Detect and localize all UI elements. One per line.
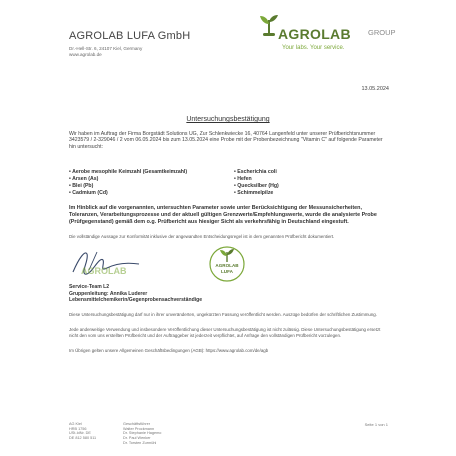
signature-agrolab-logo: AGROLAB <box>81 266 127 276</box>
document-date: 13.05.2024 <box>361 86 389 92</box>
signature-block <box>69 284 202 304</box>
list-item: • Hefen <box>234 176 252 182</box>
document-title: Untersuchungsbestätigung <box>186 116 270 123</box>
list-item: • Quecksilber (Hg) <box>234 183 279 189</box>
group-lead: Gruppenleitung: Annika Luderer <box>69 290 148 297</box>
logo-tagline: Your labs. Your service. <box>282 45 345 51</box>
company-name: AGROLAB LUFA GmbH <box>69 30 191 42</box>
conclusion-paragraph: Im Hinblick auf die vorgenannten, untersuchten Parameter sowie unter Berücksichtigung der Messunsicherheiten, Toleranzen, Verarbeitungsprozesse und der aktuell gültigen Grenzwerte/Empfehlungswerte, wurde die analysierte Probe (Prüfgegenstand) gemäß dem o.g. Prüfbericht aus hiesiger Sicht als verkehrsfähig in Deutschland eingestuft. <box>69 205 377 225</box>
intro-paragraph: Wir haben im Auftrag der Firma Borgstädt Solutions UG, Zur Schlenkwiecke 16, 40764 Langenfeld unter unserer Prüfberichtsnummer 3423579 / 2-329046 / 2 vom 06.05.2024 bis zum 13.05.2024 eine Probe mit der Probenbezeichnung "Vitamin C" auf folgende Parameter hin untersucht: <box>69 131 383 150</box>
logo-name: AGROLAB <box>278 26 351 42</box>
page-number: Seite 1 von 1 <box>364 422 388 427</box>
list-item: • Aerobe mesophile Keimzahl (Gesamtkeimzahl) <box>69 169 188 175</box>
list-item: • Schimmelpilze <box>234 190 274 196</box>
lead-role: Lebensmittelchemikerin/Gegenprobensachverständige <box>69 297 203 304</box>
signature-logo-area <box>69 244 151 282</box>
note-usage: Jede anderweitige Verwendung und insbesondere Veröffentlichung dieser Untersuchungsbestätigung ist nicht zulässig. Diese Untersuchungsbestätigung ersetzt nicht den vom uns erstellten Prüfbericht und der Auftraggeber ist jederzeit verpflichtet, auf Anfrage den vollständigen Prüfbericht vorzulegen. <box>69 327 381 338</box>
parameter-column-right <box>234 169 279 197</box>
list-item: • Cadmium (Cd) <box>69 190 108 196</box>
agrolab-lufa-stamp <box>208 244 246 284</box>
footer-registration: AG Kiel HRB 1756 USt-IdNr. DE DE 812 580 511 <box>69 422 97 441</box>
note-terms: Im Übrigen gelten unsere Allgemeinen Geschäftsbedingungen (AGB): https://www.agrolab.com/de/agb <box>69 348 269 353</box>
company-website: www.agrolab.de <box>69 52 102 57</box>
logo-group: GROUP <box>368 28 396 37</box>
service-team: Service-Team L2 <box>69 284 110 290</box>
parameter-column-left <box>69 169 187 197</box>
list-item: • Arsen (As) <box>69 176 99 182</box>
conformity-note: Die vollständige Aussage zur Konformität inklusive der angewandten Entscheidungsregel ist in dem genannten Prüfbericht dokumentiert. <box>69 234 335 239</box>
handwritten-signature <box>69 244 151 282</box>
note-publication: Diese Untersuchungsbestätigung darf nur in ihrer unveränderten, ungekürzten Fassung veröffentlicht werden. Auszüge bedürfen der schriftlichen Zustimmung. <box>69 312 377 317</box>
agrolab-group-logo <box>256 14 396 56</box>
list-item: • Blei (Pb) <box>69 183 94 189</box>
company-address: Dr.-Hell-Str. 6, 24107 Kiel, Germany <box>69 46 143 51</box>
list-item: • Escherichia coli <box>234 169 277 175</box>
footer-management: Geschäftsführer Walter Prockmann Dr. Stephanie Hagemo Dr. Paul Wenker Dr. Torsten Zurmühl <box>123 422 162 445</box>
stamp-text: AGROLAB LUFA <box>215 263 239 274</box>
